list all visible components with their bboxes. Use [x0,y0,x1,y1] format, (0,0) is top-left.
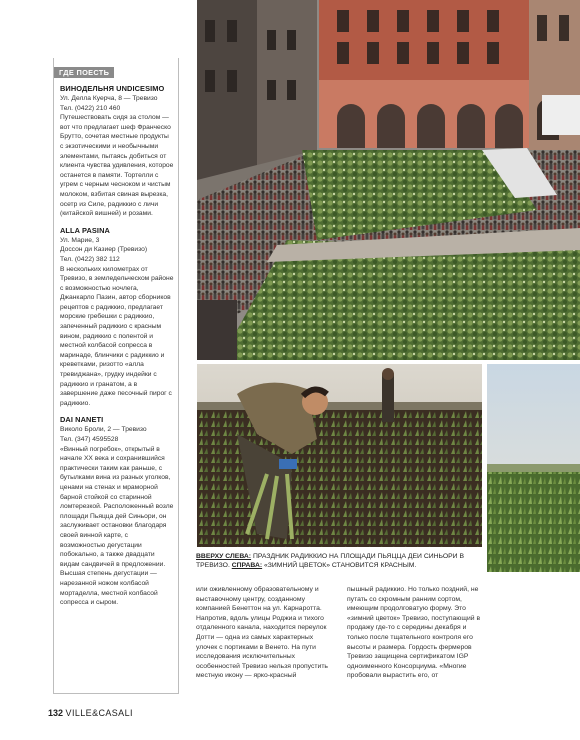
column-text: или оживленному образовательному и выставочному центру, созданному компанией Бенеттон на ул. Карнаротта. Напротив, вдоль улицы Роджиа и тихого отдаленного канала, находится переулок Дотти — одна из самых характерных улочек с портиками в Венето. На пути исследования исключительных особенностей Тревизо нельзя пропустить местную икону — ярко-красный [196,586,328,680]
article-column-2 [347,585,487,681]
place-address-city: Доссон ди Казиер (Тревизо) [60,246,148,254]
magazine-name: VILLE&CASALI [65,708,133,718]
article-column-1 [196,585,336,681]
place-phone: Тел. (0422) 210 460 [60,104,121,112]
place-phone: Тел. (0422) 382 112 [60,255,120,263]
place-address: Ул. Делла Куерча, 8 — Тревизо [60,95,158,102]
place-name: ALLA PASINA [60,225,110,235]
photo-caption [196,552,478,570]
page-footer [48,708,133,718]
place-name: DAI NANETI [60,415,104,425]
radicchio-field-photo [487,364,580,572]
caption-label-right: СПРАВА: [231,562,263,569]
column-text: пышный радиккио. Но только поздний, не путать со скромным ранним сортом, имеющим продолговатую форму. Это «зимний цветок» Тревизо, поступающий в продажу где-то с середины декабря и только после тщательного контроля его высоты и размера. Гордость фермеров Тревизо защищена сертификатом IGP одноименного Консорциума. «Многие пробовали вырастить его, от [347,586,481,680]
place-description: В нескольких километрах от Тревизо, в земледельческом районе с возможностью ночлега, Джанкарло Пазин, автор сборников рецептов с радиккио, предлагает морские гребешки с радиккио, запеченный радиккио с красным вином, радиккио с полентой и местной колбасой сопресса в маринаде, блинчики с радиккио и креветками, ризотто «алла тревиджана», грудку индейки с радиккио и гранатом, а в завершение даже песочный пирог с радиккио. [60,265,174,407]
caption-label-top-left: ВВЕРХУ СЛЕВА: [196,553,252,560]
place-phone: Тел. (347) 4595528 [60,436,119,443]
place-alla-pasina [60,226,174,409]
place-description: «Винный погребок», открытый в начале XX века и сохранившийся практически таким как раньше, с бутылками вина из разных уголков, ценами на стенах и мраморной барной стойкой со старинной ломтерезкой. Расположенный возле площади Пьяцца дей Синьори, он заслуживает остановки благодаря своей винной карте, с возможностью дегустации побокально, а также двадцати видам сандвичей в предложении. Высшая степень дегустации — нарезанной ножом колбасой мортаделла, местной колбасой сопресса и сыром. [60,445,174,607]
place-description: Путешествовать сидя за столом — вот что предлагает шеф Франческо Брутто, сочетая местные продукты с экзотическими и необычными элементами, пытаясь добиться от клиента чувства удивления, которое останется в памяти. Тортелли с угрем с черным чесноком и чистым молоком, взбитая свиная вырезка, осетр из Силе, радиккио с личи (китайской вишней) и розами. [60,114,174,218]
place-name: ВИНОДЕЛЬНЯ UNDICESIMO [60,84,165,93]
place-undicesimo [60,84,174,219]
piazza-market-photo [197,0,580,360]
page-number: 132 [48,708,64,718]
where-to-eat-sidebar [53,58,179,694]
place-dai-naneti [60,415,174,607]
caption-text-right: «ЗИМНИЙ ЦВЕТОК» СТАНОВИТСЯ КРАСНЫМ. [262,562,417,569]
place-address: Ул. Марие, 3 [60,236,100,244]
farmers-harvest-photo [197,364,482,547]
caption-text-top-left: ПРАЗДНИК РАДИККИО НА ПЛОЩАДИ ПЬЯЦЦА ДЕИ СИНЬОРИ В ТРЕВИЗО. [196,553,464,569]
sidebar-tag: ГДЕ ПОЕСТЬ [54,67,114,78]
place-address: Виколо Броли, 2 — Тревизо [60,426,147,434]
